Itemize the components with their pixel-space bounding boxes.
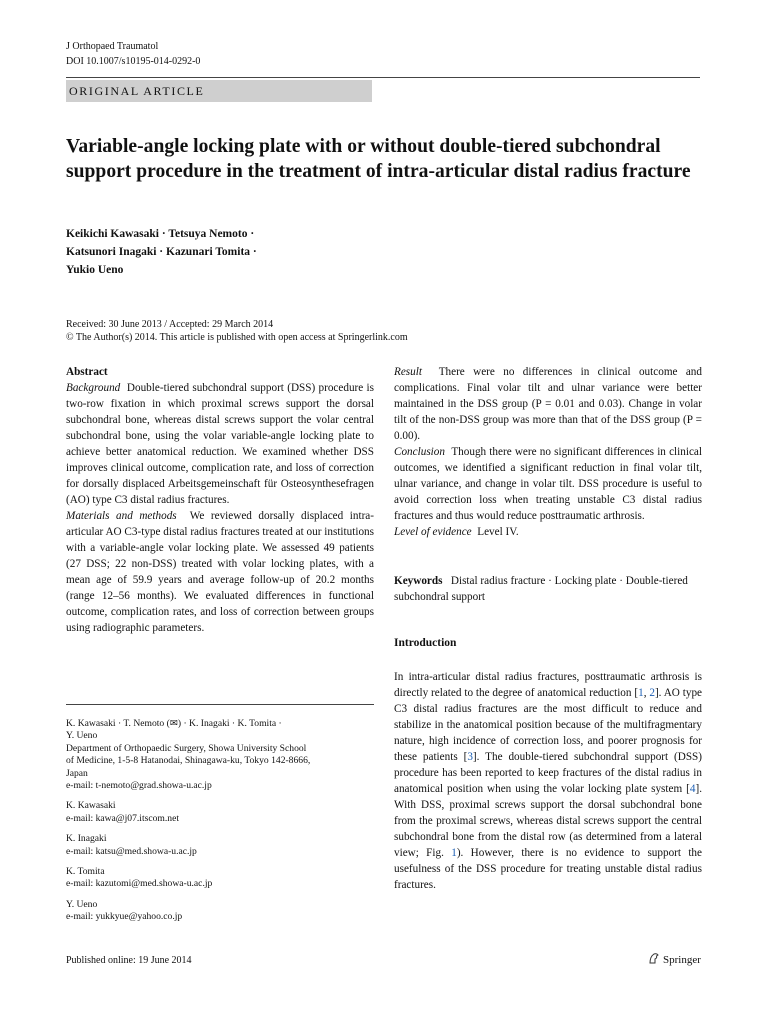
article-title: Variable-angle locking plate with or without double-tiered subchondral support procedure in the treatment of intra-articular distal radius fracture bbox=[66, 136, 691, 182]
affiliation-block bbox=[66, 833, 366, 858]
citation-link[interactable]: 1 bbox=[638, 687, 644, 699]
affiliations bbox=[66, 718, 366, 932]
affiliation-line: Department of Orthopaedic Surgery, Showa University School bbox=[66, 742, 307, 754]
author-line: Keikichi Kawasaki · Tetsuya Nemoto · bbox=[66, 228, 255, 240]
introduction-body bbox=[394, 669, 702, 893]
affiliation-line: Japan bbox=[66, 767, 88, 779]
keywords-text: Distal radius fracture · Locking plate · Double-tiered subchondral support bbox=[394, 575, 688, 603]
article-dates bbox=[66, 318, 666, 344]
affiliation-line: Y. Ueno bbox=[66, 730, 98, 742]
abstract-heading: Abstract bbox=[66, 366, 108, 378]
introduction-heading: Introduction bbox=[394, 637, 457, 649]
affiliation-line: K. Kawasaki bbox=[66, 800, 116, 812]
received-accepted: Received: 30 June 2013 / Accepted: 29 March 2014 bbox=[66, 319, 274, 330]
keywords bbox=[394, 573, 702, 605]
intro-text: In intra-articular distal radius fractures, posttraumatic arthrosis is directly related to the degree of anatomical reduction [ bbox=[394, 671, 702, 699]
level-label: Level of evidence bbox=[394, 526, 472, 538]
keywords-label: Keywords bbox=[394, 575, 443, 587]
affiliation-line: K. Kawasaki · T. Nemoto (✉) · K. Inagaki · K. Tomita · bbox=[66, 718, 282, 729]
abstract-methods bbox=[66, 508, 374, 636]
intro-text: ]. The double-tiered subchondral support (DSS) procedure has been reported to keep fractures of the distal radius in anatomical position when using the volar locking plate system [ bbox=[394, 751, 703, 795]
methods-label: Materials and methods bbox=[66, 510, 177, 522]
abstract-level bbox=[394, 524, 702, 540]
email-link[interactable]: e-mail: t-nemoto@grad.showa-u.ac.jp bbox=[66, 780, 212, 792]
affiliation-block bbox=[66, 866, 366, 891]
email-link[interactable]: e-mail: kawa@j07.itscom.net bbox=[66, 812, 180, 824]
affiliation-block bbox=[66, 718, 366, 792]
abstract-right bbox=[394, 364, 702, 540]
citation-link[interactable]: 2 bbox=[649, 687, 655, 699]
abstract-conclusion bbox=[394, 444, 702, 524]
affiliation-line: Y. Ueno bbox=[66, 898, 98, 910]
intro-text: , bbox=[643, 687, 650, 699]
journal-name: J Orthopaed Traumatol bbox=[66, 41, 159, 52]
affiliation-line: of Medicine, 1-5-8 Hatanodai, Shinagawa-ku, Tokyo 142-8666, bbox=[66, 755, 311, 767]
intro-text: ). However, there is no evidence to support the usefulness of the DSS procedure for treating unstable distal radius fractures. bbox=[394, 847, 702, 891]
author-line: Yukio Ueno bbox=[66, 264, 124, 276]
author-line: Katsunori Inagaki · Kazunari Tomita · bbox=[66, 246, 257, 258]
copyright-notice: © The Author(s) 2014. This article is published with open access at Springerlink.com bbox=[66, 332, 408, 343]
conclusion-text: Though there were no significant differences in clinical outcomes, we identified a significant reduction in final volar tilt, ulnar variance, and change in volar tilt. DSS procedure is useful to avoid correction loss when treating unstable C3 distal radius fractures and thus would reduce posttraumatic arthrosis. bbox=[394, 446, 703, 522]
affiliation-block bbox=[66, 800, 366, 825]
header-rule bbox=[66, 77, 700, 78]
background-label: Background bbox=[66, 382, 121, 394]
intro-text: ]. AO type C3 distal radius fractures are the most difficult to reduce and stabilize in the anatomical position because of the multifragmentary nature, high incidence of correction loss, and poorer prognosis for these patients [ bbox=[394, 687, 703, 763]
affiliation-rule bbox=[66, 704, 374, 705]
email-link[interactable]: e-mail: kazutomi@med.showa-u.ac.jp bbox=[66, 878, 213, 890]
figure-link[interactable]: 1 bbox=[451, 847, 457, 859]
email-link[interactable]: e-mail: yukkyue@yahoo.co.jp bbox=[66, 911, 183, 923]
author-list bbox=[66, 225, 566, 279]
published-online: Published online: 19 June 2014 bbox=[66, 955, 192, 966]
citation-link[interactable]: 3 bbox=[467, 751, 473, 763]
publisher-name: Springer bbox=[663, 953, 701, 966]
result-text: There were no differences in clinical outcome and complications. Final volar tilt and ulnar variance were better maintained in the DSS group (P = 0.01 and 0.03). Change in volar tilt of the non-DSS group was more than that of the DSS group (P = 0.00). bbox=[394, 366, 702, 442]
result-label: Result bbox=[394, 366, 422, 378]
abstract-background bbox=[66, 380, 374, 508]
email-link[interactable]: e-mail: katsu@med.showa-u.ac.jp bbox=[66, 845, 197, 857]
methods-text: We reviewed dorsally displaced intra-articular AO C3-type distal radius fractures treated at our institutions with a variable-angle volar locking plate. We assessed 49 patients (27 DSS; 22 non-DSS) treated with volar locking plates, with a mean age of 59.9 years and average follow-up of 20.2 months (range 12–56 months). We evaluated differences in functional outcome, complication rates, and loss of correction between groups using radiographic parameters. bbox=[66, 510, 374, 634]
conclusion-label: Conclusion bbox=[394, 446, 445, 458]
springer-horse-icon bbox=[648, 952, 660, 967]
publisher-logo bbox=[648, 952, 701, 967]
affiliation-block bbox=[66, 899, 366, 924]
abstract-left bbox=[66, 364, 374, 636]
affiliation-line: K. Tomita bbox=[66, 866, 105, 878]
background-text: Double-tiered subchondral support (DSS) procedure is two-row fixation in which proximal screws support the dorsal subchondral bone, whereas distal screws support the volar central subchondral bone, using the volar variable-angle locking plate to achieve better anatomical reduction. We examined whether DSS improves clinical outcome, complication rate, and loss of correction for dorsally displaced Arbeitsgemeinschaft für Osteosynthesefragen (AO) type C3 distal radius fractures. bbox=[66, 382, 375, 506]
citation-link[interactable]: 4 bbox=[689, 783, 696, 795]
doi: DOI 10.1007/s10195-014-0292-0 bbox=[66, 56, 201, 67]
level-text: Level IV. bbox=[477, 526, 519, 538]
intro-text: ]. With DSS, proximal screws support the dorsal subchondral bone from the proximal screws, whereas distal screws support the central subchondral bone from the distal row (as determined from a lateral view; Fig. bbox=[394, 783, 702, 859]
article-type-badge: ORIGINAL ARTICLE bbox=[66, 80, 372, 102]
affiliation-line: K. Inagaki bbox=[66, 833, 107, 845]
abstract-result bbox=[394, 364, 702, 444]
